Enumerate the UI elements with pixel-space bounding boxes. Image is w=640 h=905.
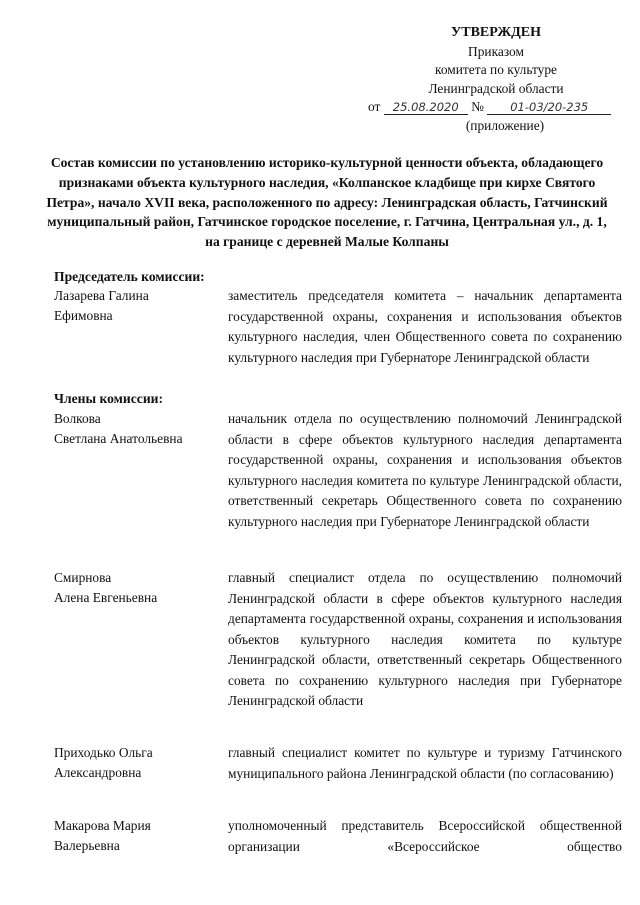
chair-section-label: Председатель комиссии:	[54, 269, 205, 284]
member-given-names: Валерьевна	[54, 838, 120, 853]
member-surname: Приходько Ольга	[54, 745, 153, 760]
from-label: от	[368, 99, 381, 114]
approval-line-committee: комитета по культуре	[435, 62, 557, 77]
member-surname: Макарова Мария	[54, 818, 151, 833]
member-position: главный специалист комитет по культуре и туризму Гатчинского муниципального района Ленинградской области (по согласованию)	[228, 745, 622, 781]
approval-line-region: Ленинградской области	[428, 80, 564, 96]
member-surname: Лазарева Галина	[54, 288, 149, 303]
member-position: начальник отдела по осуществлению полномочий Ленинградской области в сфере объектов культурного наследия департамента государственной охраны, сохранения и использования объектов культурного наследия комитета по культуре Ленинградской области, ответственный секретарь Общественного совета по сохранению культурного наследия при Губернаторе Ленинградской области	[228, 411, 622, 529]
member-given-names: Светлана Анатольевна	[54, 431, 183, 446]
document-title: Состав комиссии по установлению историко-культурной ценности объекта, обладающего признаками объекта культурного наследия, «Колпанское кладбище при кирхе Святого Петра», начало XVII века, расположенного по адресу: Ленинградская область, Гатчинский муниципальный район, Гатчинское городское поселение, г. Гатчина, Центральная ул., д. 1, на границе с деревней Малые Колпаны	[46, 155, 608, 250]
appendix-note: (приложение)	[465, 117, 545, 133]
approval-line-order: Приказом	[468, 43, 524, 59]
member-name	[54, 286, 219, 326]
handwritten-order-number: 01-03/20-235	[487, 100, 611, 115]
member-name	[54, 816, 219, 856]
member-surname: Смирнова	[54, 570, 112, 585]
member-given-names: Алена Евгеньевна	[54, 590, 158, 605]
member-name	[54, 568, 219, 608]
member-given-names: Александровна	[54, 765, 142, 780]
member-name	[54, 409, 219, 449]
approval-heading: УТВЕРЖДЕН	[450, 25, 542, 40]
handwritten-date: 25.08.2020	[384, 100, 468, 115]
member-surname: Волкова	[54, 411, 101, 426]
member-position: заместитель председателя комитета – начальник департамента государственной охраны, сохранения и использования объектов культурного наследия, член Общественного совета по сохранению культурного наследия при Губернаторе Ленинградской области	[228, 288, 622, 365]
number-label: №	[471, 99, 484, 114]
member-position: главный специалист отдела по осуществлению полномочий Ленинградской области в сфере объектов культурного наследия департамента государственной охраны, сохранения и использования объектов культурного наследия комитета по культуре Ленинградской области, ответственный секретарь Общественного совета по сохранению культурного наследия при Губернаторе Ленинградской области	[228, 570, 622, 708]
members-section-label: Члены комиссии:	[54, 391, 164, 406]
member-position: уполномоченный представитель Всероссийской общественной организации «Всероссийское общество	[228, 818, 622, 854]
member-name	[54, 743, 219, 783]
order-date-number-line	[368, 98, 620, 117]
member-given-names: Ефимовна	[54, 308, 113, 323]
approval-block	[368, 24, 620, 135]
